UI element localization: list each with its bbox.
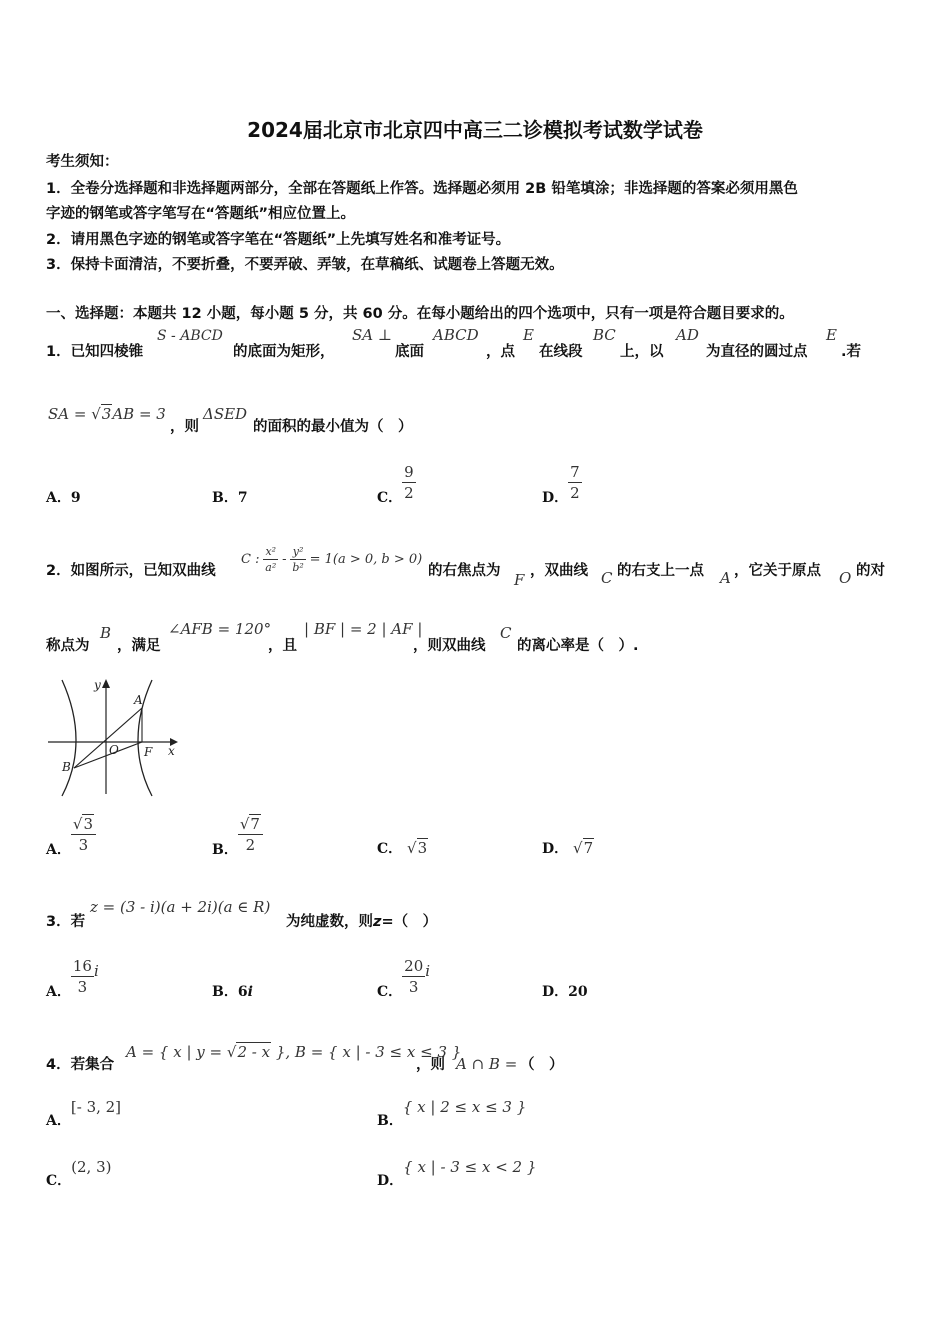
q2-text-8: ，满足 [117,638,161,654]
page-title: 2024届北京市北京四中高三二诊模拟考试数学试卷 [247,118,703,142]
q1-text-7: 为直径的圆过点 [706,344,808,360]
q2-text-6: 的对 [856,563,885,579]
q2-text-2: 的右焦点为 [428,563,501,579]
notice-line-2: 2．请用黑色字迹的钢笔或答字笔在“答题纸”上先填写姓名和准考证号。 [46,232,511,248]
q3-text-1: 3．若 [46,914,86,930]
hyperbola-figure [44,676,184,798]
notice-line-1a: 1．全卷分选择题和非选择题两部分，全部在答题纸上作答。选择题必须用 2B 铅笔填涂；非选择题的答案必须用黑色 [46,181,798,197]
q2-text-9: ，且 [268,638,297,654]
q2-text-7: 称点为 [46,638,90,654]
q3-option-c[interactable]: C． $\frac{20}{3}$ i [377,957,431,1000]
q4-set-a: A = { x | y = √2 - x }, B = { x | - 3 ≤ x ≤ 3 } [126,1043,462,1061]
notice-heading: 考生须知： [46,154,119,170]
q2-hyperbola-equation: C : $\frac{\text{x²}}{\text{a²}}$ - $\frac{\text{y²}}{\text{b²}}$ = 1(a > 0, b > 0) [241,545,423,574]
q2-text-5: ，它关于原点 [734,563,821,579]
q1-math-abcd: ABCD [433,326,479,344]
segment-ab [74,708,142,768]
q4-option-c[interactable]: C．(2, 3) [46,1158,112,1189]
q3-expression: z = (3 - i)(a + 2i)(a ∈ R) [90,898,271,916]
q1-option-d[interactable]: D． $\frac{7}{2}$ [542,463,580,506]
q2-text-11: 的离心率是（ ）. [517,638,639,654]
q2-math-c2: C [500,624,512,642]
q2-math-bf: | BF | = 2 | AF | [304,620,423,638]
q1-text-9: ，则 [170,419,199,435]
label-o: O [109,743,119,757]
notice-line-3: 3．保持卡面清洁，不要折叠，不要弄破、弄皱，在草稿纸、试题卷上答题无效。 [46,257,564,273]
y-axis-arrow [102,679,110,688]
q1-text-2: 的底面为矩形， [233,344,335,360]
label-y: y [94,678,101,692]
q2-math-a: A [720,569,731,587]
q1-option-a[interactable]: A．9 [46,490,81,506]
q4-option-d[interactable]: D．{ x | - 3 ≤ x < 2 } [377,1158,537,1189]
hyperbola-left-branch [62,680,76,796]
q2-math-f: F [514,571,525,589]
q1-math-sabcd: S - ABCD [157,328,223,344]
q2-text-1: 2．如图所示，已知双曲线 [46,563,216,579]
q3-option-a[interactable]: A． $\frac{16}{3}$ i [46,957,99,1000]
q1-text-3: 底面 [395,344,424,360]
q2-math-c: C [601,569,613,587]
q1-math-bc: BC [593,326,616,344]
q1-condition: SA = √3AB = 3 [48,405,166,423]
q1-math-e: E [523,326,534,344]
label-a: A [134,693,143,707]
q2-math-angle: ∠AFB = 120° [168,620,272,638]
q1-math-ad: AD [676,326,699,344]
q3-option-d[interactable]: D．20 [542,984,588,1000]
q2-option-c[interactable]: C． √3 [377,839,428,857]
q3-text-2: 为纯虚数，则z=（ ） [286,914,438,930]
q1-math-e2: E [826,326,837,344]
q4-text-3: （ ） [520,1057,564,1073]
q2-text-10: ，则双曲线 [413,638,486,654]
q1-text-10: 的面积的最小值为（ ） [253,419,413,435]
q4-option-b[interactable]: B．{ x | 2 ≤ x ≤ 3 } [377,1098,527,1129]
q1-text-1: 1．已知四棱锥 [46,344,144,360]
q4-option-a[interactable]: A．[- 3, 2] [46,1098,122,1129]
label-b: B [62,760,71,774]
q1-text-8: .若 [841,344,862,360]
q4-intersection: A ∩ B = [456,1055,518,1073]
label-x: x [168,744,175,758]
q1-math-sed: ΔSED [203,405,248,423]
q1-option-b[interactable]: B．7 [212,490,248,506]
notice-line-1b: 字迹的钢笔或答字笔写在“答题纸”相应位置上。 [46,206,356,222]
q2-option-d[interactable]: D． √7 [542,839,594,857]
q1-text-6: 上，以 [620,344,664,360]
q2-math-b: B [100,624,112,642]
q2-text-4: 的右支上一点 [617,563,704,579]
section-heading: 一、选择题：本题共 12 小题，每小题 5 分，共 60 分。在每小题给出的四个选项中，只有一项是符合题目要求的。 [46,306,794,322]
q1-text-5: 在线段 [539,344,583,360]
q2-option-b[interactable]: B． $\frac{√7}{2}$ [212,814,263,859]
q3-option-b[interactable]: B．6i [212,984,253,1000]
q4-text-1: 4．若集合 [46,1057,115,1073]
label-f: F [144,745,153,759]
q1-option-c[interactable]: C． $\frac{9}{2}$ [377,463,414,506]
q4-text-2: ，则 [416,1057,445,1073]
segment-bf [74,742,142,768]
q1-text-4: ，点 [486,344,515,360]
q1-math-sa-perp: SA ⊥ [352,326,392,344]
q2-option-a[interactable]: A． $\frac{√3}{3}$ [46,814,96,859]
q2-math-o: O [839,569,852,587]
q2-text-3: ，双曲线 [530,563,588,579]
